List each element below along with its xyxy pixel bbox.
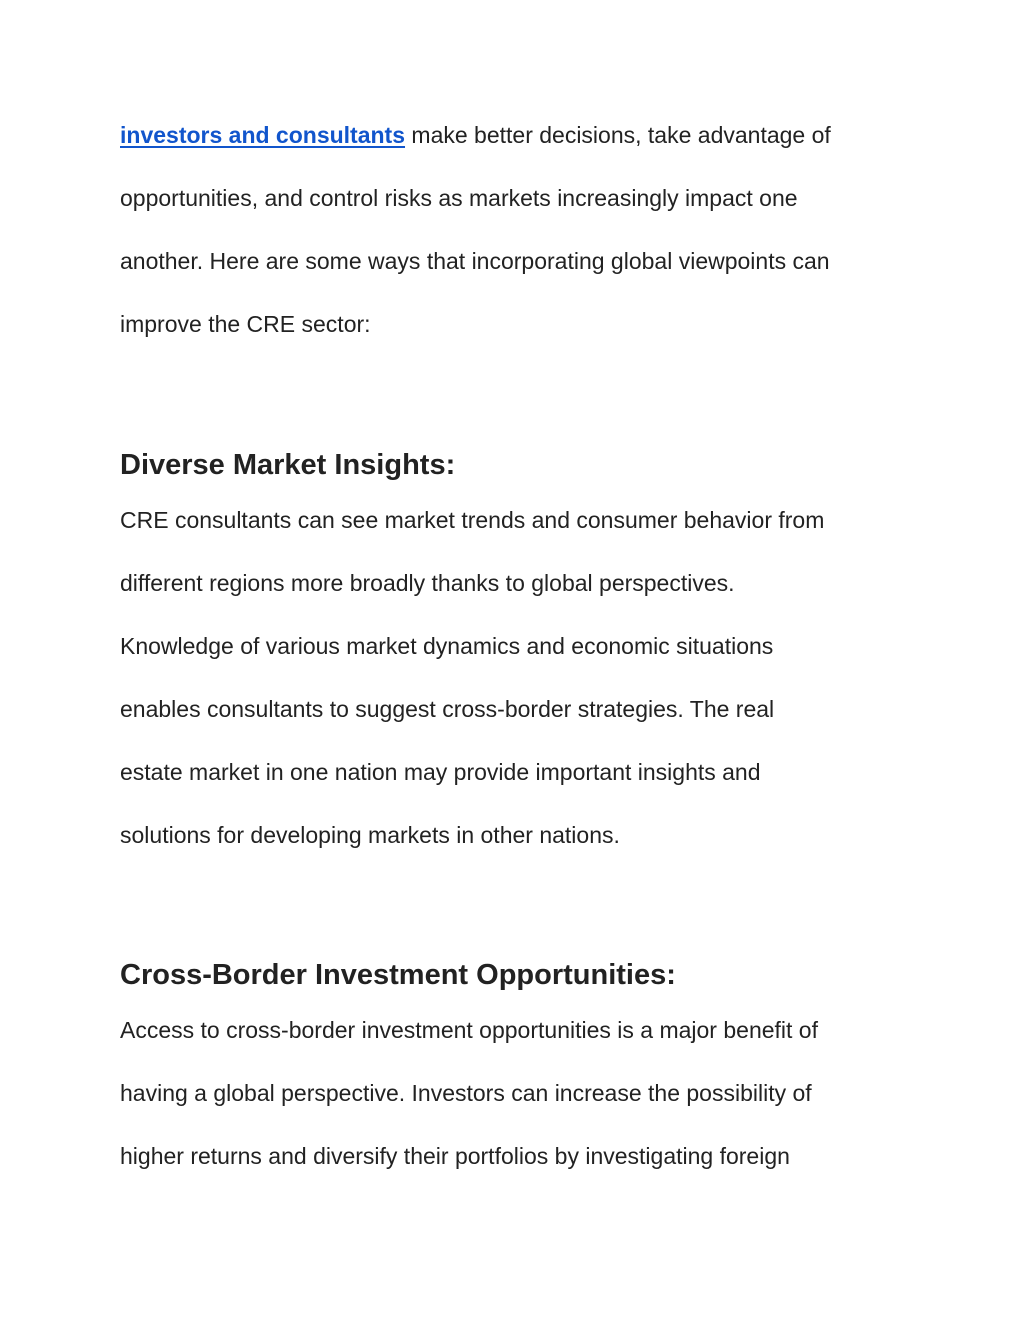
intro-line-4: improve the CRE sector: bbox=[120, 311, 371, 337]
intro-line-3: another. Here are some ways that incorporating global viewpoints can bbox=[120, 248, 830, 274]
section1-line-6: solutions for developing markets in other nations. bbox=[120, 822, 620, 848]
section2-line-2: having a global perspective. Investors can increase the possibility of bbox=[120, 1080, 812, 1106]
section-heading-cross-border-opportunities: Cross-Border Investment Opportunities: bbox=[120, 959, 676, 991]
intro-line-1-text: make better decisions, take advantage of bbox=[405, 122, 831, 148]
section1-line-2: different regions more broadly thanks to global perspectives. bbox=[120, 570, 735, 596]
section1-line-5: estate market in one nation may provide important insights and bbox=[120, 759, 761, 785]
section1-line-3: Knowledge of various market dynamics and economic situations bbox=[120, 633, 774, 659]
section1-line-4: enables consultants to suggest cross-border strategies. The real bbox=[120, 696, 775, 722]
intro-line-2: opportunities, and control risks as markets increasingly impact one bbox=[120, 185, 798, 211]
section2-line-3: higher returns and diversify their portfolios by investigating foreign bbox=[120, 1143, 790, 1169]
section2-line-1: Access to cross-border investment opportunities is a major benefit of bbox=[120, 1017, 818, 1043]
investors-consultants-link[interactable]: investors and consultants bbox=[120, 122, 406, 148]
section-heading-diverse-market-insights: Diverse Market Insights: bbox=[120, 449, 456, 481]
section1-line-1: CRE consultants can see market trends and consumer behavior from bbox=[120, 507, 825, 533]
intro-line-1 bbox=[120, 121, 831, 149]
